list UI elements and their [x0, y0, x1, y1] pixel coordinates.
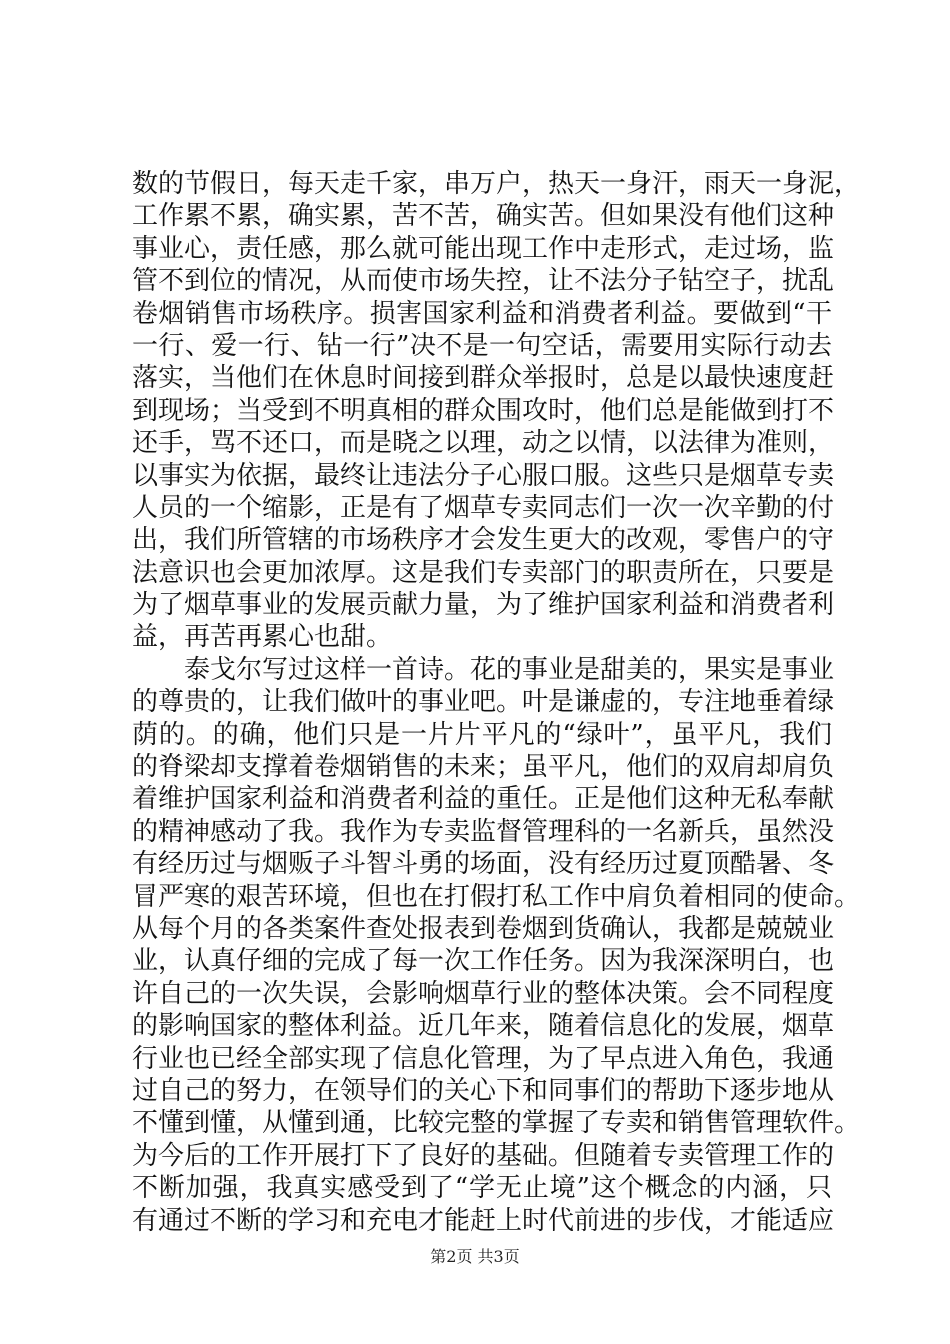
page-number-footer: 第2页 共3页	[430, 1247, 520, 1266]
text-line: 为了烟草事业的发展贡献力量，为了维护国家利益和消费者利	[132, 590, 835, 621]
text-line: 落实，当他们在休息时间接到群众举报时，总是以最快速度赶	[132, 363, 835, 394]
text-line: 法意识也会更加浓厚。这是我们专卖部门的职责所在，只要是	[132, 557, 835, 588]
text-line: 的影响国家的整体利益。近几年来，随着信息化的发展，烟草	[132, 1011, 835, 1042]
text-line: 事业心，责任感，那么就可能出现工作中走形式，走过场，监	[132, 233, 835, 264]
text-line: 冒严寒的艰苦环境，但也在打假打私工作中肩负着相同的使命。	[132, 881, 861, 912]
document-body	[132, 168, 861, 1237]
text-line: 有通过不断的学习和充电才能赶上时代前进的步伐，才能适应	[132, 1205, 835, 1236]
text-line: 不断加强，我真实感受到了“学无止境”这个概念的内涵，只	[132, 1173, 832, 1204]
text-line: 为今后的工作开展打下了良好的基础。但随着专卖管理工作的	[132, 1140, 835, 1171]
text-line: 业，认真仔细的完成了每一次工作任务。因为我深深明白，也	[132, 946, 835, 977]
text-line: 许自己的一次失误，会影响烟草行业的整体决策。会不同程度	[132, 978, 835, 1009]
text-line: 还手，骂不还口，而是晓之以理，动之以情，以法律为准则，	[132, 428, 835, 459]
text-line: 一行、爱一行、钻一行”决不是一句空话，需要用实际行动去	[132, 330, 832, 361]
text-line: 行业也已经全部实现了信息化管理，为了早点进入角色，我通	[132, 1043, 835, 1074]
text-line: 工作累不累，确实累，苦不苦，确实苦。但如果没有他们这种	[132, 201, 835, 232]
text-line: 的尊贵的，让我们做叶的事业吧。叶是谦虚的，专注地垂着绿	[132, 687, 835, 718]
text-line: 管不到位的情况，从而使市场失控，让不法分子钻空子，扰乱	[132, 266, 835, 297]
text-line: 数的节假日，每天走千家，串万户，热天一身汗，雨天一身泥，	[132, 169, 861, 199]
paragraph-first-line: 泰戈尔写过这样一首诗。花的事业是甜美的，果实是事业	[184, 654, 835, 685]
paragraph-end-line: 益，再苦再累心也甜。	[132, 622, 393, 653]
text-line: 卷烟销售市场秩序。损害国家利益和消费者利益。要做到“干	[132, 298, 832, 329]
text-line: 着维护国家利益和消费者利益的重任。正是他们这种无私奉献	[132, 784, 835, 815]
text-line: 的脊梁却支撑着卷烟销售的未来；虽平凡，他们的双肩却肩负	[132, 752, 835, 783]
text-line: 到现场；当受到不明真相的群众围攻时，他们总是能做到打不	[132, 395, 835, 426]
text-line: 人员的一个缩影，正是有了烟草专卖同志们一次一次辛勤的付	[132, 492, 835, 523]
text-line: 以事实为依据，最终让违法分子心服口服。这些只是烟草专卖	[132, 460, 835, 491]
text-line: 出，我们所管辖的市场秩序才会发生更大的改观，零售户的守	[132, 525, 835, 556]
text-line: 过自己的努力，在领导们的关心下和同事们的帮助下逐步地从	[132, 1075, 835, 1106]
text-line: 荫的。的确，他们只是一片片平凡的“绿叶”，虽平凡，我们	[132, 719, 832, 750]
text-line: 的精神感动了我。我作为专卖监督管理科的一名新兵，虽然没	[132, 816, 835, 847]
text-line: 有经历过与烟贩子斗智斗勇的场面，没有经历过夏顶酷暑、冬	[132, 849, 835, 880]
text-line: 不懂到懂，从懂到通，比较完整的掌握了专卖和销售管理软件。	[132, 1108, 861, 1139]
text-line: 从每个月的各类案件查处报表到卷烟到货确认，我都是兢兢业	[132, 913, 835, 944]
